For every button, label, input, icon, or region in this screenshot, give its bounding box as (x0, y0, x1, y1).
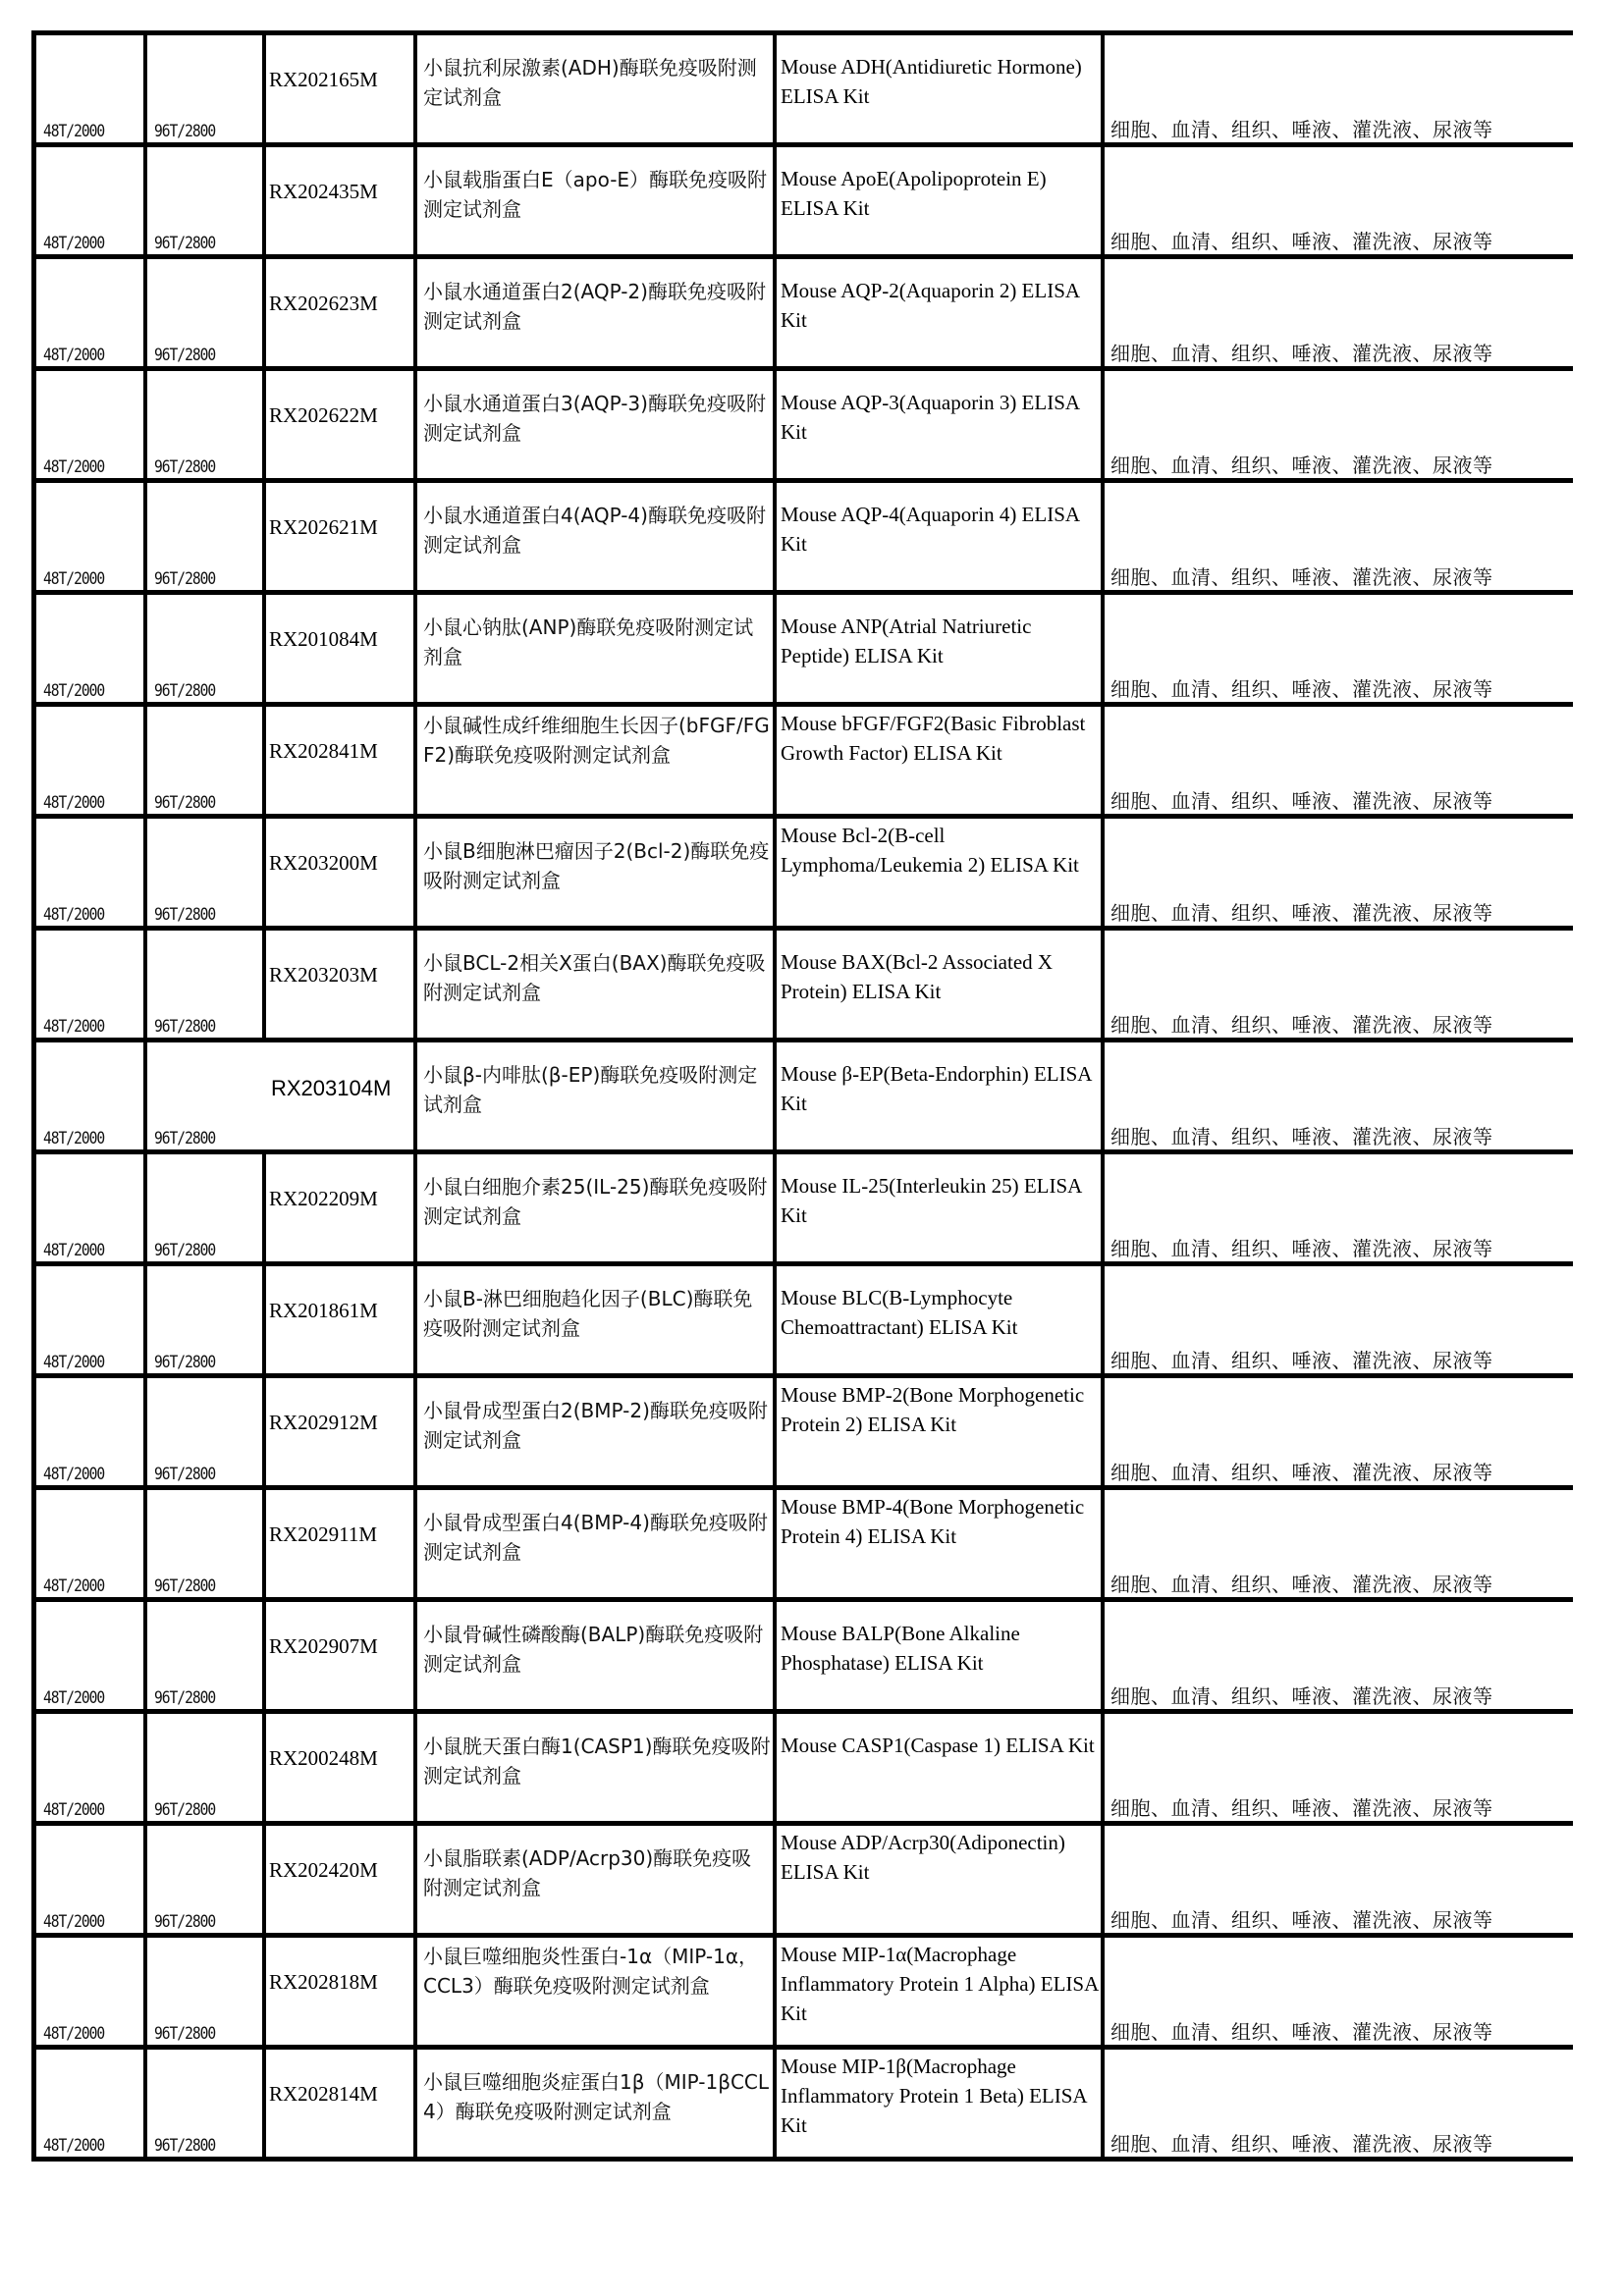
sample-types-cell (1105, 1042, 1573, 1149)
spec-48t-price: 48T/2000 (43, 793, 105, 813)
chinese-name: 小鼠碱性成纤维细胞生长因子(bFGF/FGF2)酶联免疫吸附测定试剂盒 (423, 714, 770, 767)
chinese-name-cell (417, 931, 777, 1038)
english-name: Mouse ANP(Atrial Natriuretic Peptide) ELISA Kit (781, 614, 1032, 667)
english-name: Mouse MIP-1β(Macrophage Inflammatory Protein 1 Beta) ELISA Kit (781, 2055, 1087, 2137)
catalog-code: RX202841M (269, 739, 378, 763)
spec-96t-price: 96T/2800 (154, 346, 216, 365)
sample-types-cell (1105, 259, 1573, 366)
spec-48t-price: 48T/2000 (43, 681, 105, 701)
english-name: Mouse BMP-2(Bone Morphogenetic Protein 2) ELISA Kit (781, 1383, 1085, 1436)
catalog-code-cell (266, 483, 417, 590)
sample-types: 细胞、血清、组织、唾液、灌洗液、尿液等 (1110, 1461, 1493, 1484)
spec-96t-cell (147, 1938, 266, 2045)
sample-types: 细胞、血清、组织、唾液、灌洗液、尿液等 (1110, 789, 1493, 813)
english-name-cell (777, 1938, 1105, 2045)
english-name: Mouse BLC(B-Lymphocyte Chemoattractant) ELISA Kit (781, 1286, 1018, 1339)
chinese-name: 小鼠白细胞介素25(IL-25)酶联免疫吸附测定试剂盒 (423, 1175, 768, 1228)
chinese-name: 小鼠水通道蛋白3(AQP-3)酶联免疫吸附测定试剂盒 (423, 392, 766, 445)
table-row (31, 2050, 1573, 2162)
spec-96t-price: 96T/2800 (154, 569, 216, 589)
spec-96t-cell (147, 259, 266, 366)
table-row (31, 1378, 1573, 1490)
catalog-code-cell (266, 819, 417, 926)
sample-types: 细胞、血清、组织、唾液、灌洗液、尿液等 (1110, 2132, 1493, 2156)
spec-48t-price: 48T/2000 (43, 1800, 105, 1820)
spec-48t-cell (31, 371, 147, 478)
english-name: Mouse IL-25(Interleukin 25) ELISA Kit (781, 1174, 1082, 1227)
spec-48t-price: 48T/2000 (43, 905, 105, 925)
chinese-name: 小鼠巨噬细胞炎性蛋白-1α（MIP-1α，CCL3）酶联免疫吸附测定试剂盒 (423, 1945, 759, 1998)
sample-types-cell (1105, 371, 1573, 478)
catalog-code: RX203104M (271, 1076, 392, 1100)
table-row (31, 595, 1573, 707)
sample-types: 细胞、血清、组织、唾液、灌洗液、尿液等 (1110, 342, 1493, 365)
spec-96t-price: 96T/2800 (154, 122, 216, 141)
catalog-code-cell (266, 595, 417, 702)
catalog-code-cell (266, 1490, 417, 1597)
catalog-code: RX202818M (269, 1970, 378, 1994)
chinese-name-cell (417, 1490, 777, 1597)
chinese-name: 小鼠载脂蛋白E（apo-E）酶联免疫吸附测定试剂盒 (423, 168, 768, 221)
spec-48t-price: 48T/2000 (43, 457, 105, 477)
spec-48t-price: 48T/2000 (43, 122, 105, 141)
english-name-cell (777, 1042, 1105, 1149)
spec-48t-price: 48T/2000 (43, 1241, 105, 1260)
catalog-code-cell (266, 1154, 417, 1261)
catalog-code: RX202907M (269, 1634, 378, 1658)
english-name-cell (777, 1266, 1105, 1373)
spec-48t-price: 48T/2000 (43, 2136, 105, 2156)
english-name-cell (777, 1378, 1105, 1485)
spec-96t-cell (147, 1042, 266, 1149)
catalog-code: RX202435M (269, 180, 378, 203)
catalog-code: RX201861M (269, 1299, 378, 1322)
chinese-name-cell (417, 1042, 777, 1149)
table-row (31, 1602, 1573, 1714)
spec-48t-price: 48T/2000 (43, 2024, 105, 2044)
sample-types: 细胞、血清、组织、唾液、灌洗液、尿液等 (1110, 1237, 1493, 1260)
spec-48t-cell (31, 35, 147, 142)
spec-96t-cell (147, 1826, 266, 1933)
sample-types-cell (1105, 1938, 1573, 2045)
chinese-name-cell (417, 819, 777, 926)
spec-96t-price: 96T/2800 (154, 1800, 216, 1820)
table-row (31, 371, 1573, 483)
chinese-name-cell (417, 1714, 777, 1821)
chinese-name: 小鼠骨碱性磷酸酶(BALP)酶联免疫吸附测定试剂盒 (423, 1623, 764, 1676)
spec-96t-cell (147, 1154, 266, 1261)
chinese-name-cell (417, 1378, 777, 1485)
spec-96t-cell (147, 1714, 266, 1821)
sample-types-cell (1105, 1714, 1573, 1821)
spec-48t-cell (31, 1602, 147, 1709)
chinese-name: 小鼠BCL-2相关X蛋白(BAX)酶联免疫吸附测定试剂盒 (423, 951, 766, 1004)
chinese-name-cell (417, 2050, 777, 2157)
spec-96t-price: 96T/2800 (154, 1576, 216, 1596)
spec-96t-cell (147, 147, 266, 254)
spec-48t-cell (31, 931, 147, 1038)
spec-48t-cell (31, 1826, 147, 1933)
sample-types-cell (1105, 1826, 1573, 1933)
sample-types: 细胞、血清、组织、唾液、灌洗液、尿液等 (1110, 677, 1493, 701)
english-name-cell (777, 819, 1105, 926)
chinese-name-cell (417, 1154, 777, 1261)
spec-48t-price: 48T/2000 (43, 1576, 105, 1596)
spec-96t-price: 96T/2800 (154, 1465, 216, 1484)
table-row (31, 35, 1573, 147)
sample-types-cell (1105, 1154, 1573, 1261)
spec-48t-cell (31, 483, 147, 590)
spec-96t-price: 96T/2800 (154, 1912, 216, 1932)
table-row (31, 819, 1573, 931)
spec-96t-price: 96T/2800 (154, 1129, 216, 1148)
chinese-name-cell (417, 1602, 777, 1709)
sample-types: 细胞、血清、组织、唾液、灌洗液、尿液等 (1110, 1125, 1493, 1148)
spec-48t-cell (31, 1938, 147, 2045)
table-row (31, 147, 1573, 259)
sample-types-cell (1105, 147, 1573, 254)
spec-48t-price: 48T/2000 (43, 346, 105, 365)
sample-types: 细胞、血清、组织、唾液、灌洗液、尿液等 (1110, 1796, 1493, 1820)
sample-types-cell (1105, 483, 1573, 590)
chinese-name: 小鼠骨成型蛋白2(BMP-2)酶联免疫吸附测定试剂盒 (423, 1399, 768, 1452)
english-name-cell (777, 1826, 1105, 1933)
catalog-code: RX202911M (269, 1522, 378, 1546)
catalog-code: RX202814M (269, 2082, 378, 2106)
sample-types-cell (1105, 2050, 1573, 2157)
chinese-name: 小鼠B-淋巴细胞趋化因子(BLC)酶联免疫吸附测定试剂盒 (423, 1287, 753, 1340)
sample-types-cell (1105, 1490, 1573, 1597)
catalog-code: RX202165M (269, 68, 378, 91)
catalog-code: RX202622M (269, 403, 378, 427)
catalog-code-cell (266, 371, 417, 478)
catalog-code: RX202621M (269, 515, 378, 539)
spec-96t-price: 96T/2800 (154, 905, 216, 925)
chinese-name-cell (417, 595, 777, 702)
sample-types: 细胞、血清、组织、唾液、灌洗液、尿液等 (1110, 1013, 1493, 1037)
sample-types: 细胞、血清、组织、唾液、灌洗液、尿液等 (1110, 1573, 1493, 1596)
catalog-code-cell (266, 931, 417, 1038)
spec-96t-cell (147, 483, 266, 590)
english-name-cell (777, 259, 1105, 366)
spec-48t-cell (31, 1042, 147, 1149)
table-row (31, 931, 1573, 1042)
english-name-cell (777, 1602, 1105, 1709)
spec-48t-price: 48T/2000 (43, 1017, 105, 1037)
english-name: Mouse BAX(Bcl-2 Associated X Protein) ELISA Kit (781, 950, 1054, 1003)
english-name: Mouse Bcl-2(B-cell Lymphoma/Leukemia 2) ELISA Kit (781, 824, 1079, 877)
sample-types: 细胞、血清、组织、唾液、灌洗液、尿液等 (1110, 2020, 1493, 2044)
spec-48t-cell (31, 1266, 147, 1373)
chinese-name-cell (417, 147, 777, 254)
spec-96t-price: 96T/2800 (154, 2024, 216, 2044)
catalog-code-cell (266, 707, 417, 814)
spec-96t-cell (147, 595, 266, 702)
spec-96t-price: 96T/2800 (154, 681, 216, 701)
sample-types: 细胞、血清、组织、唾液、灌洗液、尿液等 (1110, 565, 1493, 589)
catalog-code: RX203203M (269, 963, 378, 987)
catalog-code-cell (266, 1266, 417, 1373)
english-name: Mouse ApoE(Apolipoprotein E) ELISA Kit (781, 167, 1047, 220)
english-name-cell (777, 35, 1105, 142)
english-name-cell (777, 147, 1105, 254)
chinese-name: 小鼠巨噬细胞炎症蛋白1β（MIP-1βCCL4）酶联免疫吸附测定试剂盒 (423, 2070, 770, 2123)
catalog-code: RX200248M (269, 1746, 378, 1770)
spec-96t-price: 96T/2800 (154, 1017, 216, 1037)
catalog-code: RX202912M (269, 1411, 378, 1434)
product-table (31, 30, 1573, 2162)
spec-96t-cell (147, 707, 266, 814)
spec-48t-cell (31, 259, 147, 366)
spec-96t-cell (147, 1490, 266, 1597)
spec-48t-price: 48T/2000 (43, 234, 105, 253)
chinese-name: 小鼠抗利尿激素(ADH)酶联免疫吸附测定试剂盒 (423, 56, 757, 109)
spec-48t-price: 48T/2000 (43, 1353, 105, 1372)
sample-types-cell (1105, 1378, 1573, 1485)
spec-96t-cell (147, 1378, 266, 1485)
catalog-code-cell (266, 1826, 417, 1933)
sample-types-cell (1105, 707, 1573, 814)
catalog-code: RX202420M (269, 1858, 378, 1882)
english-name: Mouse ADP/Acrp30(Adiponectin) ELISA Kit (781, 1831, 1065, 1884)
english-name: Mouse ADH(Antidiuretic Hormone) ELISA Kit (781, 55, 1082, 108)
catalog-code: RX201084M (269, 627, 378, 651)
sample-types: 细胞、血清、组织、唾液、灌洗液、尿液等 (1110, 1684, 1493, 1708)
sample-types-cell (1105, 595, 1573, 702)
catalog-code-cell (266, 147, 417, 254)
spec-48t-cell (31, 147, 147, 254)
english-name: Mouse bFGF/FGF2(Basic Fibroblast Growth Factor) ELISA Kit (781, 712, 1086, 765)
spec-96t-price: 96T/2800 (154, 1353, 216, 1372)
spec-48t-price: 48T/2000 (43, 1465, 105, 1484)
chinese-name-cell (417, 259, 777, 366)
sample-types: 细胞、血清、组织、唾液、灌洗液、尿液等 (1110, 901, 1493, 925)
table-row (31, 707, 1573, 819)
spec-96t-cell (147, 931, 266, 1038)
spec-96t-cell (147, 1602, 266, 1709)
chinese-name-cell (417, 371, 777, 478)
chinese-name-cell (417, 707, 777, 814)
sample-types-cell (1105, 931, 1573, 1038)
spec-48t-cell (31, 1714, 147, 1821)
chinese-name: 小鼠胱天蛋白酶1(CASP1)酶联免疫吸附测定试剂盒 (423, 1735, 771, 1788)
chinese-name-cell (417, 1826, 777, 1933)
english-name-cell (777, 595, 1105, 702)
spec-48t-cell (31, 819, 147, 926)
english-name: Mouse AQP-4(Aquaporin 4) ELISA Kit (781, 503, 1079, 556)
sample-types: 细胞、血清、组织、唾液、灌洗液、尿液等 (1110, 230, 1493, 253)
spec-96t-cell (147, 35, 266, 142)
catalog-code: RX202623M (269, 292, 378, 315)
spec-48t-price: 48T/2000 (43, 1129, 105, 1148)
spec-96t-price: 96T/2800 (154, 793, 216, 813)
table-row (31, 259, 1573, 371)
catalog-code-cell (266, 1602, 417, 1709)
chinese-name: 小鼠心钠肽(ANP)酶联免疫吸附测定试剂盒 (423, 615, 754, 668)
english-name: Mouse BALP(Bone Alkaline Phosphatase) ELISA Kit (781, 1622, 1020, 1675)
table-row (31, 1154, 1573, 1266)
catalog-code: RX203200M (269, 851, 378, 875)
spec-96t-price: 96T/2800 (154, 1688, 216, 1708)
catalog-code-cell (266, 259, 417, 366)
catalog-code-cell (266, 1042, 417, 1149)
english-name-cell (777, 1154, 1105, 1261)
catalog-code: RX202209M (269, 1187, 378, 1210)
chinese-name: 小鼠脂联素(ADP/Acrp30)酶联免疫吸附测定试剂盒 (423, 1846, 752, 1899)
chinese-name: 小鼠水通道蛋白2(AQP-2)酶联免疫吸附测定试剂盒 (423, 280, 766, 333)
spec-96t-cell (147, 371, 266, 478)
table-row (31, 1490, 1573, 1602)
table-row (31, 1266, 1573, 1378)
catalog-code-cell (266, 1714, 417, 1821)
spec-96t-price: 96T/2800 (154, 1241, 216, 1260)
catalog-code-cell (266, 1938, 417, 2045)
sample-types: 细胞、血清、组织、唾液、灌洗液、尿液等 (1110, 454, 1493, 477)
spec-48t-cell (31, 1378, 147, 1485)
english-name: Mouse MIP-1α(Macrophage Inflammatory Protein 1 Alpha) ELISA Kit (781, 1943, 1099, 2025)
english-name-cell (777, 483, 1105, 590)
spec-48t-cell (31, 1490, 147, 1597)
chinese-name-cell (417, 35, 777, 142)
chinese-name-cell (417, 1266, 777, 1373)
table-row (31, 1042, 1573, 1154)
chinese-name: 小鼠水通道蛋白4(AQP-4)酶联免疫吸附测定试剂盒 (423, 504, 766, 557)
english-name-cell (777, 371, 1105, 478)
spec-48t-cell (31, 1154, 147, 1261)
spec-48t-price: 48T/2000 (43, 569, 105, 589)
chinese-name-cell (417, 1938, 777, 2045)
table-row (31, 483, 1573, 595)
spec-96t-cell (147, 2050, 266, 2157)
catalog-code-cell (266, 2050, 417, 2157)
sample-types-cell (1105, 819, 1573, 926)
spec-48t-cell (31, 595, 147, 702)
sample-types-cell (1105, 35, 1573, 142)
catalog-code-cell (266, 35, 417, 142)
chinese-name: 小鼠β-内啡肽(β-EP)酶联免疫吸附测定试剂盒 (423, 1063, 758, 1116)
sample-types: 细胞、血清、组织、唾液、灌洗液、尿液等 (1110, 118, 1493, 141)
english-name-cell (777, 1714, 1105, 1821)
spec-48t-price: 48T/2000 (43, 1912, 105, 1932)
english-name: Mouse AQP-3(Aquaporin 3) ELISA Kit (781, 391, 1079, 444)
english-name-cell (777, 707, 1105, 814)
chinese-name: 小鼠B细胞淋巴瘤因子2(Bcl-2)酶联免疫吸附测定试剂盒 (423, 839, 770, 892)
spec-96t-price: 96T/2800 (154, 234, 216, 253)
spec-96t-cell (147, 1266, 266, 1373)
english-name-cell (777, 1490, 1105, 1597)
spec-48t-price: 48T/2000 (43, 1688, 105, 1708)
spec-96t-price: 96T/2800 (154, 457, 216, 477)
english-name: Mouse β-EP(Beta-Endorphin) ELISA Kit (781, 1062, 1092, 1115)
english-name-cell (777, 931, 1105, 1038)
spec-48t-cell (31, 707, 147, 814)
table-row (31, 1938, 1573, 2050)
chinese-name: 小鼠骨成型蛋白4(BMP-4)酶联免疫吸附测定试剂盒 (423, 1511, 768, 1564)
table-row (31, 1826, 1573, 1938)
sample-types-cell (1105, 1602, 1573, 1709)
catalog-code-cell (266, 1378, 417, 1485)
english-name-cell (777, 2050, 1105, 2157)
spec-96t-price: 96T/2800 (154, 2136, 216, 2156)
english-name: Mouse BMP-4(Bone Morphogenetic Protein 4) ELISA Kit (781, 1495, 1085, 1548)
spec-48t-cell (31, 2050, 147, 2157)
table-row (31, 1714, 1573, 1826)
spec-96t-cell (147, 819, 266, 926)
sample-types-cell (1105, 1266, 1573, 1373)
sample-types: 细胞、血清、组织、唾液、灌洗液、尿液等 (1110, 1908, 1493, 1932)
chinese-name-cell (417, 483, 777, 590)
sample-types: 细胞、血清、组织、唾液、灌洗液、尿液等 (1110, 1349, 1493, 1372)
english-name: Mouse CASP1(Caspase 1) ELISA Kit (781, 1734, 1095, 1757)
english-name: Mouse AQP-2(Aquaporin 2) ELISA Kit (781, 279, 1079, 332)
